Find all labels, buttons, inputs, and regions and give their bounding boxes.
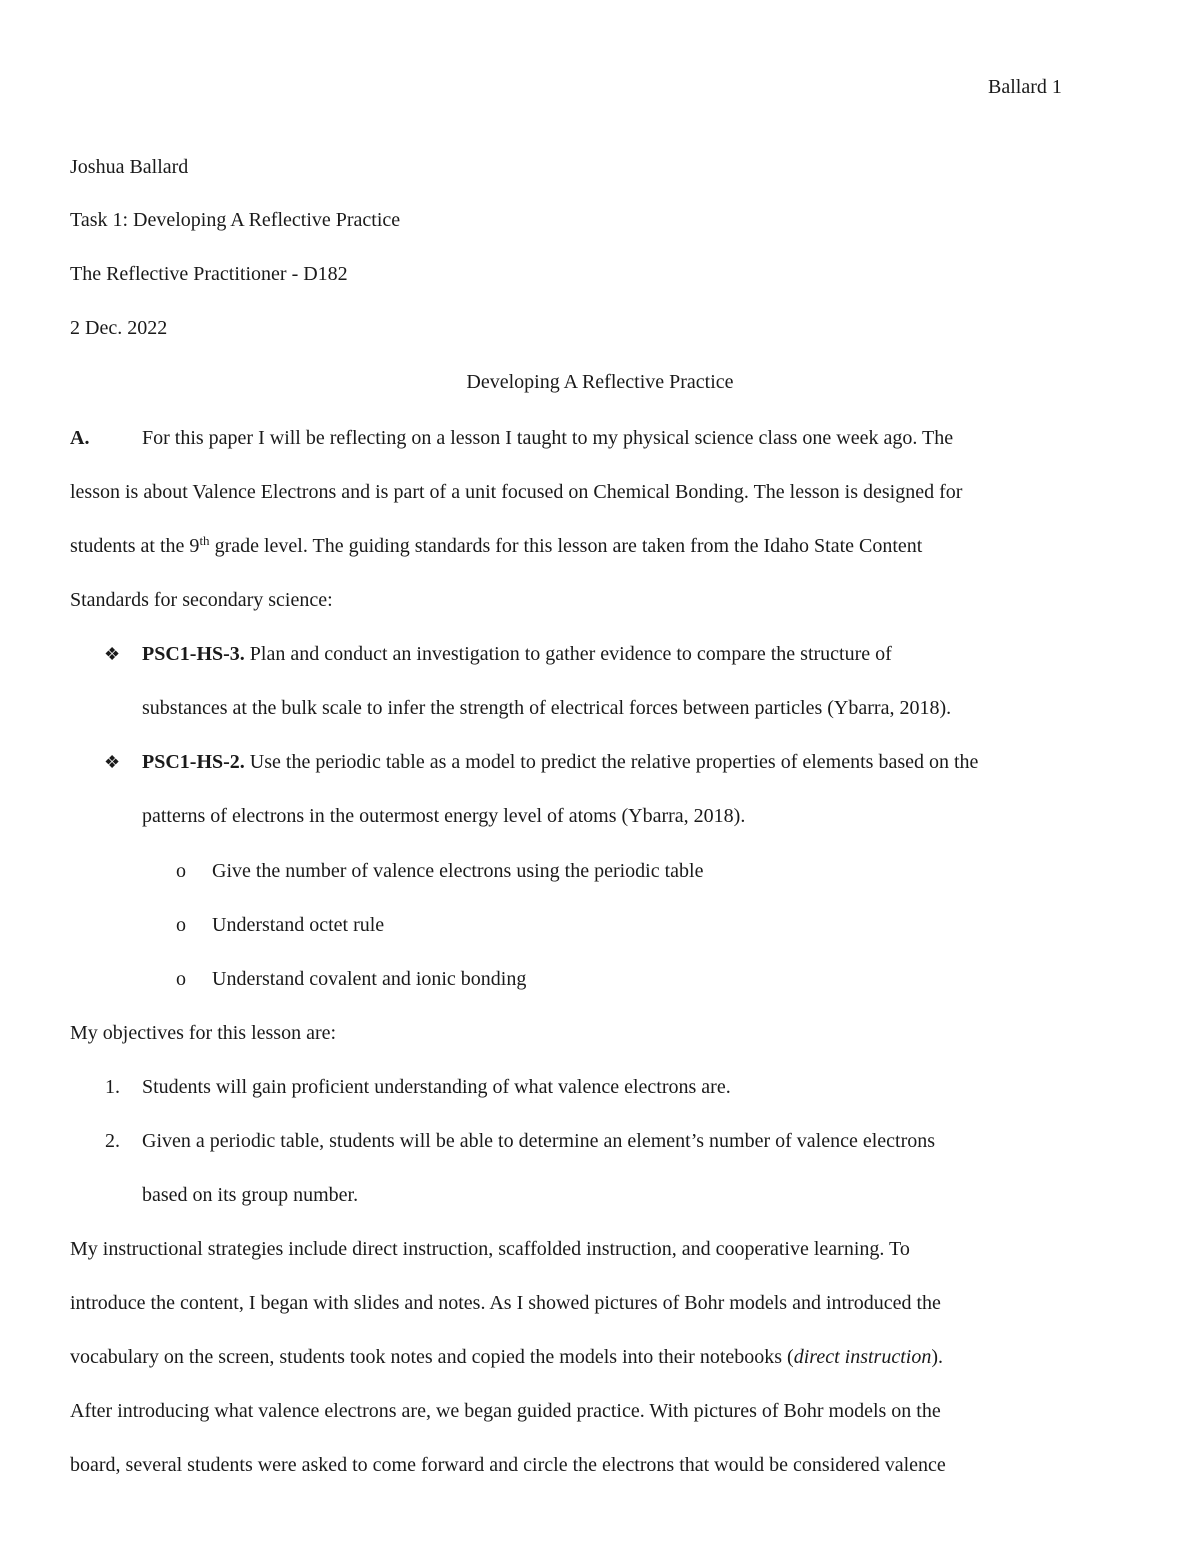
strategies-line-5: board, several students were asked to come forward and circle the electrons that would be considered valence bbox=[70, 1454, 946, 1476]
objectives-intro: My objectives for this lesson are: bbox=[70, 1022, 337, 1044]
strategies-line-3 bbox=[70, 1345, 943, 1369]
section-a-line-1: For this paper I will be reflecting on a lesson I taught to my physical science class one week ago. The bbox=[142, 427, 954, 449]
diamond-bullet-icon: ❖ bbox=[104, 752, 121, 772]
standard-1-line-2: substances at the bulk scale to infer the strength of electrical forces between particles (Ybarra, 2018). bbox=[142, 697, 952, 719]
objective-1-text: Students will gain proficient understanding of what valence electrons are. bbox=[142, 1076, 731, 1098]
strategies-line-2: introduce the content, I began with slides and notes. As I showed pictures of Bohr models and introduced the bbox=[70, 1292, 941, 1314]
standard-2-line-2: patterns of electrons in the outermost energy level of atoms (Ybarra, 2018). bbox=[142, 805, 746, 827]
sub-bullet-1: Give the number of valence electrons using the periodic table bbox=[212, 860, 704, 882]
ordinal-superscript: th bbox=[199, 533, 210, 548]
section-a-line-4: Standards for secondary science: bbox=[70, 589, 333, 611]
standard-2-code: PSC1-HS-2. bbox=[142, 751, 245, 773]
objective-2-line-2: based on its group number. bbox=[142, 1184, 359, 1206]
standard-2-line-1 bbox=[142, 750, 978, 774]
sub-bullet-3: Understand covalent and ionic bonding bbox=[212, 968, 527, 990]
objective-2-line-1: Given a periodic table, students will be able to determine an element’s number of valence electrons bbox=[142, 1130, 936, 1152]
circle-bullet-icon: o bbox=[176, 860, 186, 882]
standard-1-line-1 bbox=[142, 642, 892, 666]
circle-bullet-icon: o bbox=[176, 914, 186, 936]
objective-2-number: 2. bbox=[105, 1130, 120, 1152]
objective-1-number: 1. bbox=[105, 1076, 120, 1098]
standard-2-text: Use the periodic table as a model to predict the relative properties of elements based on the bbox=[244, 751, 979, 773]
standard-1-code: PSC1-HS-3. bbox=[142, 643, 245, 665]
section-a-line-2: lesson is about Valence Electrons and is part of a unit focused on Chemical Bonding. The lesson is designed for bbox=[70, 481, 963, 503]
strategies-line-3-post: ). bbox=[931, 1346, 943, 1368]
author-name: Joshua Ballard bbox=[70, 156, 189, 178]
standard-1-text: Plan and conduct an investigation to gather evidence to compare the structure of bbox=[244, 643, 892, 665]
paper-date: 2 Dec. 2022 bbox=[70, 317, 168, 339]
task-title: Task 1: Developing A Reflective Practice bbox=[70, 209, 401, 231]
diamond-bullet-icon: ❖ bbox=[104, 644, 121, 664]
strategies-line-4: After introducing what valence electrons are, we began guided practice. With pictures of Bohr models on the bbox=[70, 1400, 941, 1422]
section-a-line-3-post: grade level. The guiding standards for this lesson are taken from the Idaho State Content bbox=[209, 535, 923, 557]
strategies-italic-term: direct instruction bbox=[793, 1346, 932, 1368]
section-a-line-3-pre: students at the 9 bbox=[70, 535, 200, 557]
running-head: Ballard 1 bbox=[988, 76, 1062, 98]
paper-title: Developing A Reflective Practice bbox=[466, 371, 734, 393]
section-a-line-3 bbox=[70, 534, 922, 558]
course-name: The Reflective Practitioner - D182 bbox=[70, 263, 348, 285]
strategies-line-1: My instructional strategies include direct instruction, scaffolded instruction, and cooperative learning. To bbox=[70, 1238, 910, 1260]
circle-bullet-icon: o bbox=[176, 968, 186, 990]
sub-bullet-2: Understand octet rule bbox=[212, 914, 385, 936]
strategies-line-3-pre: vocabulary on the screen, students took notes and copied the models into their notebooks ( bbox=[70, 1346, 794, 1368]
section-a-label: A. bbox=[70, 427, 90, 449]
